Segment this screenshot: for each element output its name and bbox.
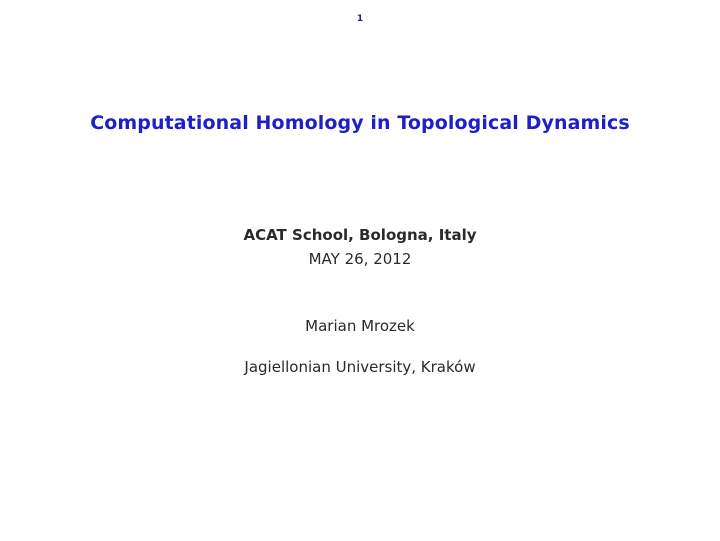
event-date: MAY 26, 2012 — [308, 250, 412, 268]
page-number: 1 — [356, 14, 364, 24]
event-name: ACAT School, Bologna, Italy — [243, 226, 477, 244]
slide-title: Computational Homology in Topological Dynamics — [90, 112, 630, 134]
author-affiliation: Jagiellonian University, Kraków — [244, 358, 476, 376]
author-name: Marian Mrozek — [305, 317, 415, 335]
